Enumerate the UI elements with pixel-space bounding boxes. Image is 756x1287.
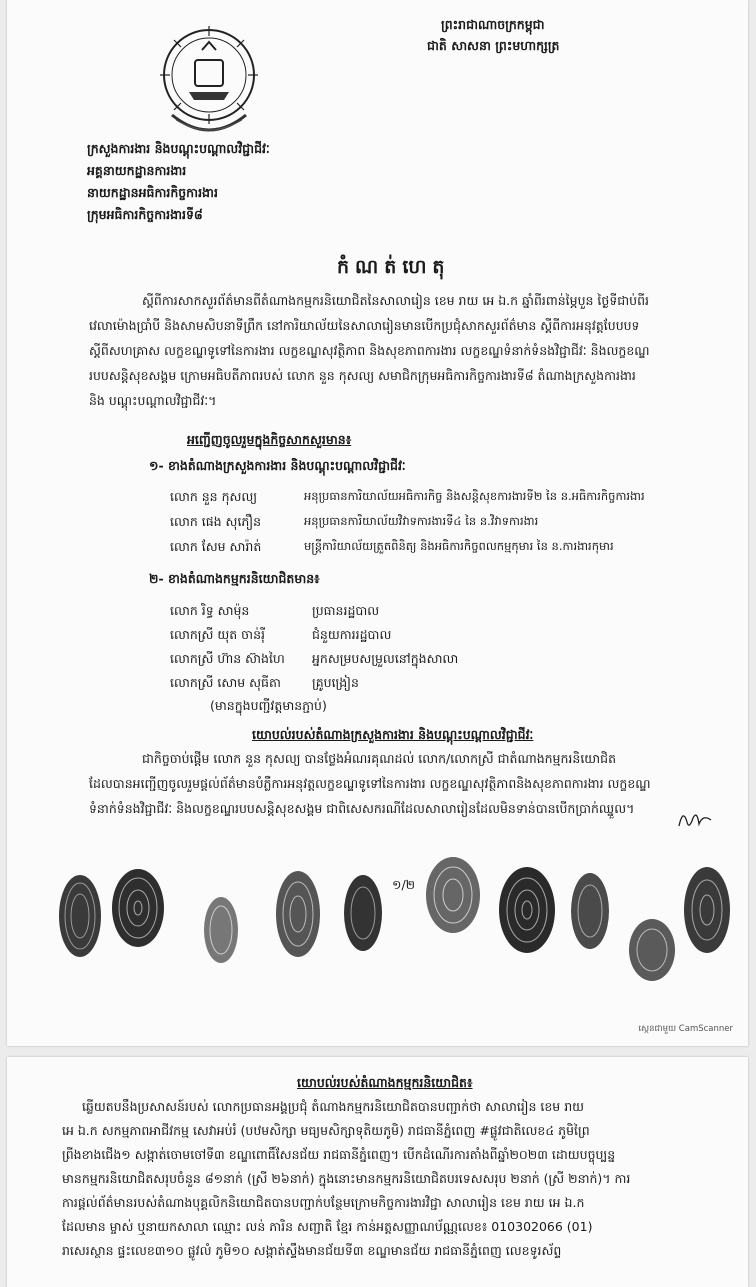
body-line: អេ ឯ.ក សកម្មភាពអាជីវកម្ម សេវាអប់រំ (បឋមសិក្សា មធ្យមសិក្សាទុតិយភូមិ) រាជធានីភ្នំពេញ #ផ្លូវជាតិលេខ៤ ភូមិព្រៃ bbox=[62, 1123, 590, 1138]
attendee-name: លោក ផេង សុភឿន bbox=[170, 514, 262, 529]
opinion-line: ដែលបានអញ្ជើញចូលរួមផ្តល់ព័ត៌មានបំភ្លឺការអនុវត្តលក្ខខណ្ឌទូទៅនៃការងារ លក្ខខណ្ឌសុវត្ថិភាពនិងសុខភាពការងារ លក្ខខណ្ឌ bbox=[89, 776, 651, 791]
attendee-role: អនុប្រធានការិយាល័យអធិការកិច្ច និងសន្តិសុខការងារទី២ នៃ ន.អធិការកិច្ចការងារ bbox=[304, 489, 645, 503]
document-page-2 bbox=[7, 1057, 748, 1287]
fingerprint-icon bbox=[497, 865, 557, 955]
attendee-name: លោក សែម សារ៉ាត់ bbox=[170, 539, 262, 554]
ministry-seal-logo bbox=[154, 20, 264, 140]
kingdom-name: ព្រះរាជាណាចក្រកម្ពុជា bbox=[441, 17, 545, 32]
intro-line: របបសន្តិសុខសង្គម ក្រោមអធិបតីភាពរបស់ លោក នួន កុសល្យ សមាជិកក្រុមអធិការកិច្ចការងារទី៨ តំណាងក្រសួងការងារ bbox=[89, 368, 636, 383]
intro-line: ស្តីពីការសាកសួរព័ត៌មានពីតំណាងកម្មករនិយោជិតនៃសាលារៀន ខេម រាយ អេ ឯ.ក ឆ្នាំពីរពាន់ម្ភៃបួន ថ្ងៃទីជាប់ពីរ bbox=[142, 293, 650, 308]
fingerprint-row bbox=[52, 855, 742, 985]
attendee-name: លោកស្រី ហ៊ាន ស៊ាងហៃ bbox=[170, 651, 285, 666]
opinion-line: ជាកិច្ចចាប់ផ្តើម លោក នួន កុសល្យ បានថ្លែងអំណរគុណដល់ លោក/លោកស្រី ជាតំណាងកម្មករនិយោជិត bbox=[142, 751, 617, 766]
national-motto: ជាតិ សាសនា ព្រះមហាក្សត្រ bbox=[427, 38, 560, 53]
department-name: នាយកដ្ឋានអធិការកិច្ចការងារ bbox=[87, 185, 218, 200]
fingerprint-icon bbox=[274, 869, 322, 959]
attendee-role: មន្ត្រីការិយាល័យត្រួតពិនិត្យ និងអធិការកិច្ចពលកម្មកុមារ នៃ ន.ការងារកុមារ bbox=[304, 539, 614, 553]
document-title: កំណត់ហេតុ bbox=[337, 256, 451, 278]
directorate-name: អគ្គនាយកដ្ឋានការងារ bbox=[87, 163, 187, 178]
intro-line: និង បណ្តុះបណ្តាលវិជ្ជាជីវៈ។ bbox=[89, 393, 217, 408]
attendee-role: គ្រូបង្រៀន bbox=[312, 675, 359, 690]
body-line: ការផ្តល់ព័ត៌មានរបស់តំណាងបុគ្គលិកនិយោជិតបានបញ្ជាក់បន្ថែមក្រោមកិច្ចការងារវិជ្ជា សាលារៀន ខេម រាយ អេ ឯ.ក bbox=[62, 1195, 585, 1210]
opinion-line: ទំនាក់ទំនងវិជ្ជាជីវៈ និងលក្ខខណ្ឌរបបសន្តិសុខសង្គម ជាពិសេសករណីដែលសាលារៀនដែលមិនទាន់បានបើកប្រាក់ឈ្នួល។ bbox=[89, 801, 635, 816]
attendees-heading: អញ្ជើញចូលរួមក្នុងកិច្ចសាកសួរមាន៖ bbox=[187, 432, 352, 447]
fingerprint-icon bbox=[682, 865, 732, 955]
attendee-role: ប្រធានរដ្ឋបាល bbox=[312, 603, 380, 618]
attendee-name: លោកស្រី សោម សុធីតា bbox=[170, 675, 281, 690]
attendee-role: អនុប្រធានការិយាល័យវិវាទការងារទី៤ នៃ ន.វិវាទការងារ bbox=[304, 514, 539, 528]
inspection-group-name: ក្រុមអធិការកិច្ចការងារទី៨ bbox=[87, 207, 203, 222]
ministry-name: ក្រសួងការងារ និងបណ្តុះបណ្តាលវិជ្ជាជីវៈ bbox=[87, 141, 270, 156]
attendee-name: លោក នួន កុសល្យ bbox=[170, 489, 258, 504]
attendance-note: (មានក្នុងបញ្ជីវត្តមានភ្ជាប់) bbox=[210, 698, 327, 713]
section-2-heading: ២- ខាងតំណាងកម្មករនិយោជិតមាន៖ bbox=[149, 571, 320, 586]
page-number: ១/២ bbox=[392, 877, 416, 892]
fingerprint-icon bbox=[202, 895, 240, 965]
fingerprint-icon bbox=[627, 917, 677, 983]
body-line: រាសេរស្ថាន ផ្ទះលេខ៣១០ ផ្លូវលំ ភូមិ១០ សង្កាត់ស្ទឹងមានជ័យទី៣ ខណ្ឌមានជ័យ រាជធានីភ្នំពេញ លេខទូរស័ព្ទ bbox=[62, 1243, 562, 1258]
intro-line: ស្តីពីសហគ្រាស លក្ខខណ្ឌទូទៅនៃការងារ លក្ខខណ្ឌសុវត្ថិភាព និងសុខភាពការងារ លក្ខខណ្ឌទំនាក់ទំនងវិជ្ជាជីវៈ និងលក្ខខណ្ឌ bbox=[89, 343, 650, 358]
fingerprint-icon bbox=[110, 867, 166, 949]
intro-line: វេលាម៉ោងប្រាំបី និងសាមសិបនាទីព្រឹក នៅការិយាល័យនៃសាលារៀនមានបើកប្រជុំសាកសួរព័ត៌មាន ស្តីពីការអនុវត្តបែបបទ bbox=[89, 318, 640, 333]
body-line: មានកម្មករនិយោជិតសរុបចំនួន ៨១នាក់ (ស្រី ២៦នាក់) ក្នុងនោះមានកម្មករនិយោជិតបរទេសសរុប ២នាក់ (ស្រី ២នាក់)។ ការ bbox=[62, 1171, 631, 1186]
document-page-1 bbox=[7, 0, 748, 1046]
fingerprint-icon bbox=[424, 855, 482, 935]
fingerprint-icon bbox=[342, 873, 384, 953]
attendee-role: អ្នកសម្របសម្រួលនៅក្នុងសាលា bbox=[312, 651, 459, 666]
fingerprint-icon bbox=[57, 873, 103, 959]
section-1-heading: ១- ខាងតំណាងក្រសួងការងារ និងបណ្តុះបណ្តាលវិជ្ជាជីវៈ bbox=[149, 458, 406, 473]
body-line: ព្រីងខាងជើង១ សង្កាត់ចោមចៅទី៣ ខណ្ឌពោធិ៍សែនជ័យ រាជធានីភ្នំពេញ។ បើកដំណើរការតាំងពីឆ្នាំ២០២៣ ដោយបច្ចុប្បន្ន bbox=[62, 1147, 616, 1162]
opinion-heading: យោបល់របស់តំណាងក្រសួងការងារ និងបណ្តុះបណ្តាលវិជ្ជាជីវៈ bbox=[252, 727, 534, 742]
attendee-name: លោកស្រី យុត ចាន់រ៉ី bbox=[170, 627, 265, 642]
body-line: ឆ្លើយតបនឹងប្រសាសន៍របស់ លោកប្រធានអង្គប្រជុំ តំណាងកម្មករនិយោជិតបានបញ្ជាក់ថា សាលារៀន ខេម រាយ bbox=[82, 1099, 585, 1114]
scanner-watermark: ស្កេនជាមួយ CamScanner bbox=[638, 1024, 733, 1034]
attendee-role: ជំនួយការរដ្ឋបាល bbox=[312, 627, 392, 642]
page-2-heading: យោបល់របស់តំណាងកម្មករនិយោជិត៖ bbox=[297, 1075, 473, 1090]
body-line: ដែលមាន ម្ចាស់ ឬនាយកសាលា ឈ្មោះ លន់ ភារិន សញ្ជាតិ ខ្មែរ កាន់អត្តសញ្ញាណប័ណ្ណលេខ៖ 010302066 (01) bbox=[62, 1219, 593, 1234]
signature-initial bbox=[675, 804, 715, 834]
fingerprint-icon bbox=[569, 871, 611, 951]
attendee-name: លោក រិទ្ធ សាម៉ុន bbox=[170, 603, 250, 618]
